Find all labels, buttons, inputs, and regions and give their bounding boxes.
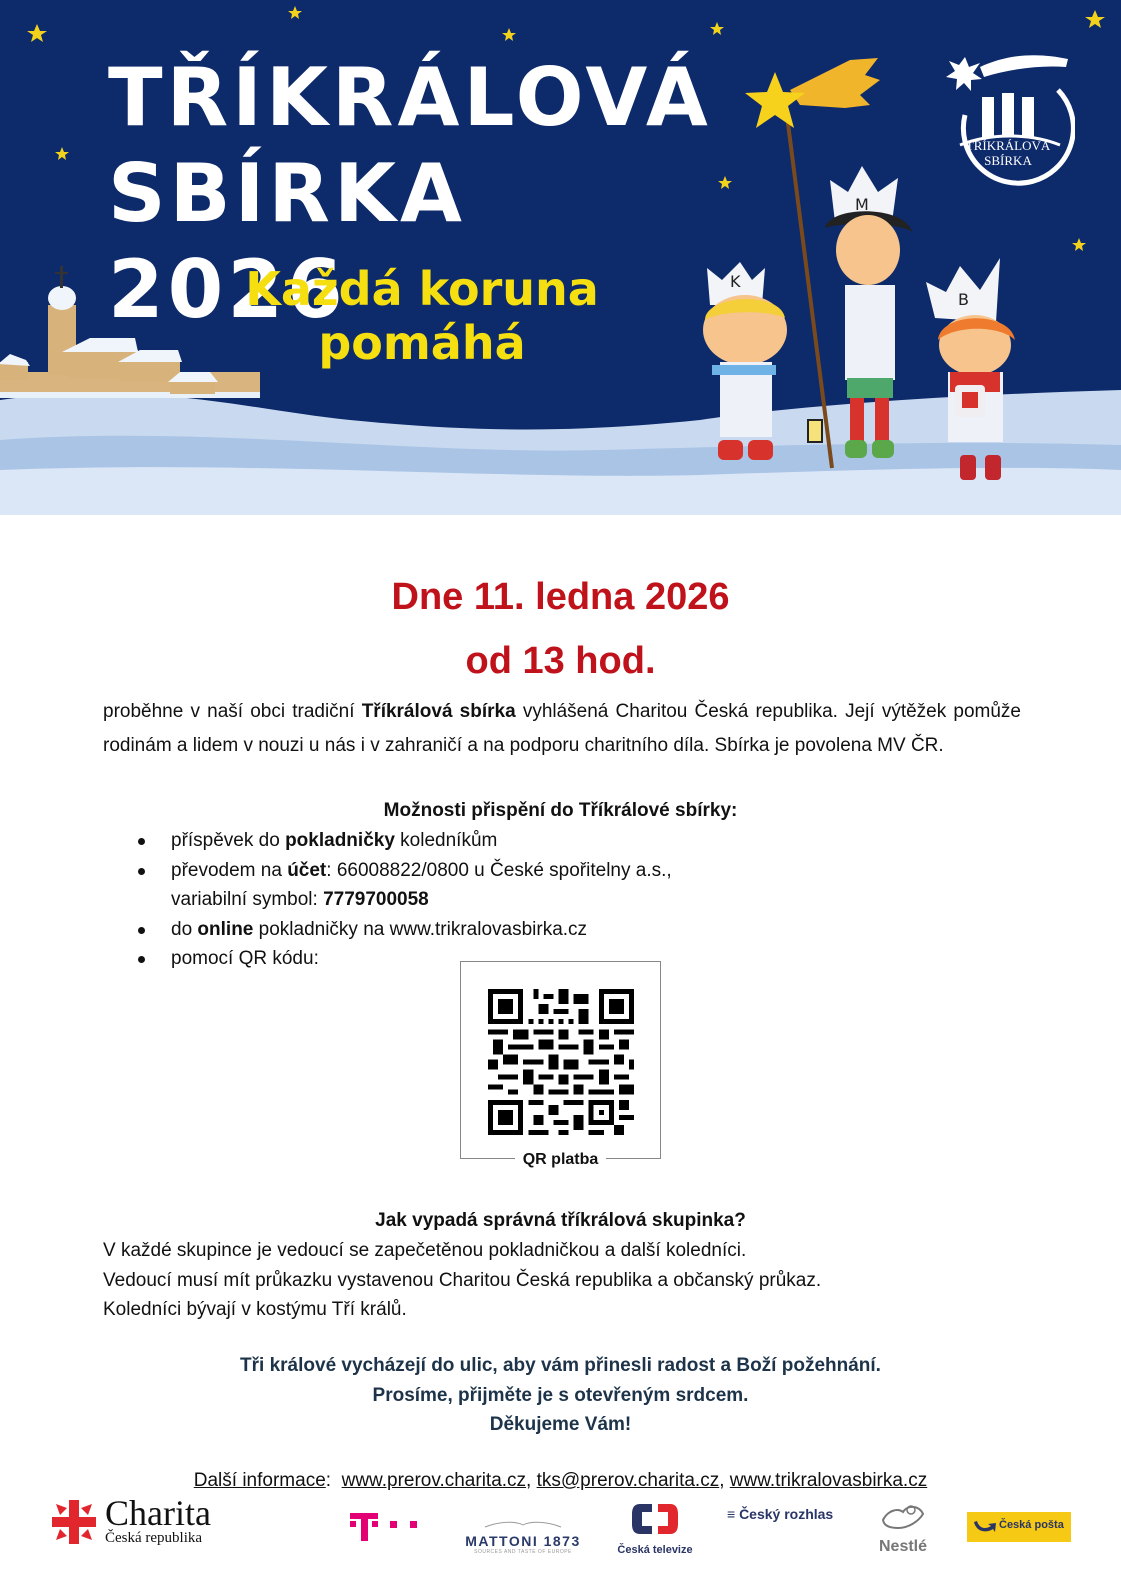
logo-text-line1: TŘÍKRÁLOVÁ (965, 138, 1051, 153)
cesky-rozhlas-logo (727, 1506, 847, 1526)
separator: , (526, 1470, 537, 1491)
mattoni-name: MATTONI 1873 (465, 1533, 581, 1549)
link-email-tks[interactable]: tks@prerov.charita.cz (536, 1470, 720, 1491)
ct-brackets-icon (630, 1502, 680, 1536)
group-heading: Jak vypadá správná tříkrálová skupinka? (375, 1210, 746, 1231)
event-time-line: od 13 hod. (465, 640, 656, 682)
svg-text:K: K (730, 272, 741, 291)
svg-text:M: M (855, 195, 869, 214)
donation-list (138, 826, 938, 974)
intro-text-2: vyhlášená Charitou Česká republika. Její výtěžek pomůže rodinám a lidem v nouzi u nás i v zahraničí a na podporu charitního díla. Sbírka je povolena MV ČR. (103, 701, 1021, 756)
banner-title-line2: SBÍRKA 2026 (108, 147, 466, 336)
list-item (138, 856, 938, 915)
more-info-colon: : (325, 1470, 342, 1491)
group-line: Vedoucí musí mít průkazku vystavenou Charitou Česká republika a občanský průkaz. (103, 1269, 822, 1291)
variable-symbol-line (171, 885, 938, 915)
logo-text-line2: SBÍRKA (984, 153, 1032, 168)
more-info (0, 1468, 1121, 1494)
banner-slogan (212, 262, 632, 370)
charita-sub: Česká republika (105, 1530, 203, 1546)
qr-caption (461, 1151, 660, 1169)
link-trikralovasbirka[interactable]: www.trikralovasbirka.cz (729, 1470, 928, 1491)
rozhlas-lines-icon: ≡ (727, 1506, 736, 1522)
ceska-televize-logo (610, 1502, 700, 1562)
qr-caption-text: QR platba (515, 1151, 607, 1168)
bullet-icon (138, 927, 145, 934)
charita-cross-icon (50, 1498, 98, 1546)
three-kings-carolers (703, 166, 1015, 480)
item-bold: online (197, 918, 254, 940)
header-banner (0, 0, 1121, 515)
banner-title-line1: TŘÍKRÁLOVÁ (108, 51, 712, 144)
group-line: V každé skupince je vedoucí se zapečetěnou pokladničkou a další koledníci. (103, 1240, 747, 1261)
closing-line: Tři králové vycházejí do ulic, aby vám přinesli radost a Boží požehnání. (240, 1355, 881, 1376)
cp-name: Česká pošta (999, 1519, 1064, 1531)
intro-bold: Tříkrálová sbírka (361, 701, 516, 722)
item-text: pomocí QR kódu: (171, 948, 319, 969)
closing-line: Prosíme, přijměte je s otevřeným srdcem. (372, 1384, 749, 1406)
item-text: koledníkům (394, 830, 498, 851)
cr-name: Český rozhlas (739, 1506, 834, 1522)
closing-message (0, 1351, 1121, 1440)
ceska-posta-logo (967, 1512, 1071, 1542)
intro-text-1: proběhne v naší obci tradiční (103, 701, 362, 722)
item-bold: účet (287, 859, 327, 881)
nest-birds-icon (878, 1500, 928, 1536)
bullet-icon (138, 956, 145, 963)
event-date (0, 565, 1121, 693)
bullet-icon (138, 868, 145, 875)
mattoni-sub: SOURCES AND TASTE OF EUROPE (474, 1549, 572, 1555)
post-horn-icon (973, 1519, 997, 1535)
item-text: příspěvek do (171, 830, 286, 851)
nestle-name: Nestlé (878, 1538, 928, 1555)
event-date-line: Dne 11. ledna 2026 (391, 576, 730, 618)
variable-symbol: 7779700058 (323, 889, 429, 910)
qr-code-icon (488, 989, 634, 1135)
qr-code-box (460, 961, 661, 1168)
eagle-icon (483, 1520, 563, 1528)
mattoni-logo (463, 1515, 583, 1555)
intro-paragraph (103, 695, 1021, 763)
group-line: Koledníci bývají v kostýmu Tří králů. (103, 1299, 407, 1320)
svg-text:B: B (958, 290, 969, 309)
nestle-logo (873, 1500, 933, 1560)
item-text: variabilní symbol: (171, 889, 324, 910)
trikralova-sbirka-logo-icon (940, 45, 1075, 190)
link-prerov-charita[interactable]: www.prerov.charita.cz (341, 1470, 527, 1491)
account-number: : 66008822/0800 u České spořitelny a.s., (326, 859, 672, 881)
slogan-line1: Každá koruna (245, 262, 599, 316)
logo-text (948, 138, 1068, 168)
bullet-icon (138, 838, 145, 845)
item-bold: pokladničky (285, 830, 395, 851)
donation-heading: Možnosti přispění do Tříkrálové sbírky: (383, 800, 738, 821)
t-mobile-logo-icon (350, 1505, 430, 1545)
group-description (103, 1236, 1021, 1325)
more-info-label: Další informace (193, 1470, 326, 1491)
list-item (138, 915, 938, 945)
closing-line: Děkujeme Vám! (489, 1414, 632, 1435)
item-text: do (171, 918, 198, 940)
charita-logo (50, 1493, 230, 1553)
separator: , (719, 1470, 730, 1491)
slogan-line2: pomáhá (318, 316, 526, 370)
item-text: převodem na (171, 859, 288, 881)
ct-name: Česká televize (617, 1544, 693, 1556)
list-item (138, 826, 938, 856)
charita-name: Charita (105, 1493, 211, 1533)
item-text: pokladničky na www.trikralovasbirka.cz (253, 918, 588, 940)
